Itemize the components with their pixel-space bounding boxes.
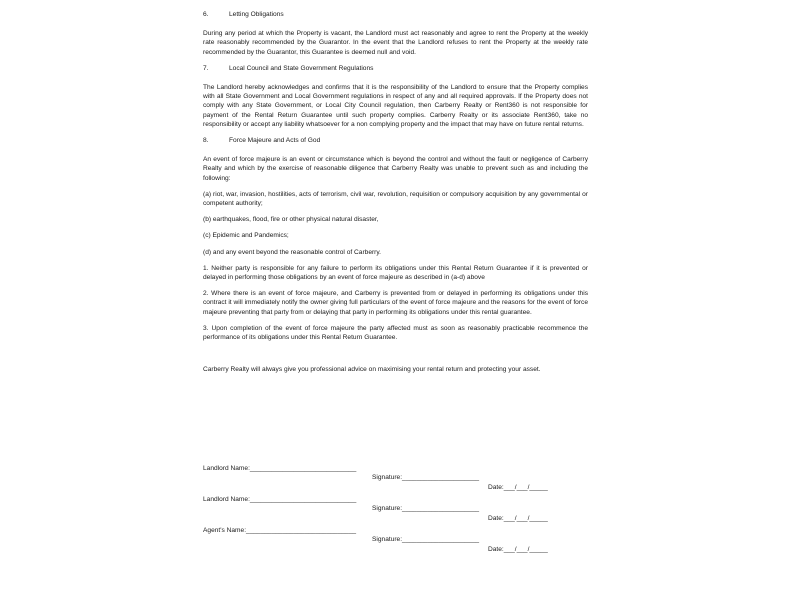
signature-row [203, 517, 548, 563]
section-number: 6. [203, 11, 209, 18]
signature-field[interactable]: Signature:_____________________ [372, 505, 480, 513]
section-8-item-d: (d) and any event beyond the reasonable control of Carberry. [203, 248, 382, 256]
section-6-heading [203, 10, 588, 19]
closing-statement: Carberry Realty will always give you professional advice on maximising your rental return and protecting your asset. [203, 366, 541, 374]
section-6-paragraph: During any period at which the Property is vacant, the Landlord must act reasonably and agree to rent the Property at the weekly rate reasonably recommended by the Guarantor. In the event that the Landlord refuses to rent the Property at the weekly rate recommended by the Guarantor, this Guarantee is deemed null and void. [203, 30, 588, 56]
date-field[interactable]: Date:___/___/_____ [488, 483, 548, 491]
date-field[interactable]: Date:___/___/_____ [488, 545, 548, 553]
landlord-name-field[interactable]: Landlord Name:_____________________________ [203, 496, 357, 504]
section-8-clause-2: 2. Where there is an event of force majeure, and Carberry is prevented from or delayed in performing its obligations under this contract it will immediately notify the owner giving full particulars of the event of force majeure and the reasons for the event of force majeure preventing that party from or delaying that party in performing its obligations under this rental guarantee. [203, 290, 588, 316]
document-body [203, 10, 588, 381]
section-title: Letting Obligations [229, 11, 284, 18]
section-number: 7. [203, 64, 209, 72]
section-7-paragraph: The Landlord hereby acknowledges and confirms that it is the responsibility of the Landlord to ensure that the Property complies with all State Government and Local Government regulations in respect of any and all required approvals. If the Property does not comply with any State Government, or Local City Council regulation, then Carberry Realty or Rent360 is not responsible for payment of the Rental Return Guarantee until such property complies. Carberry Realty or its associate Rent360, take no responsibility or accept any liability whatsoever for a non complying property and the impact that may have on future rental returns. [203, 84, 588, 128]
section-8-clause-1: 1. Neither party is responsible for any failure to perform its obligations under this Rental Return Guarantee if it is prevented or delayed in performing those obligations by an event of force majeure as described in (a-d) above [203, 264, 588, 282]
section-title: Force Majeure and Acts of God [229, 137, 321, 145]
section-8-heading [203, 136, 588, 145]
landlord-name-field[interactable]: Landlord Name:_____________________________ [203, 465, 357, 473]
signature-field[interactable]: Signature:_____________________ [372, 536, 480, 544]
section-8-clause-3: 3. Upon completion of the event of force majeure the party affected must as soon as reasonably practicable recommence the performance of its obligations under this Rental Return Guarantee. [203, 324, 588, 342]
date-field[interactable]: Date:___/___/_____ [488, 514, 548, 522]
section-title: Local Council and State Government Regulations [229, 64, 374, 72]
agent-name-field[interactable]: Agent's Name:______________________________ [203, 527, 357, 535]
section-7-heading [203, 64, 588, 73]
section-number: 8. [203, 137, 209, 145]
section-8-item-b: (b) earthquakes, flood, fire or other physical natural disaster, [203, 216, 379, 224]
signature-field[interactable]: Signature:_____________________ [372, 474, 480, 482]
section-8-item-a: (a) riot, war, invasion, hostilities, acts of terrorism, civil war, revolution, requisition or compulsory acquisition by any governmental or competent authority; [203, 190, 588, 208]
section-8-paragraph: An event of force majeure is an event or circumstance which is beyond the control and without the fault or negligence of Carberry Realty and which by the exercise of reasonable diligence that Carberry Realty was unable to prevent such as and including the following: [203, 156, 588, 182]
section-8-item-c: (c) Epidemic and Pandemics; [203, 232, 289, 240]
